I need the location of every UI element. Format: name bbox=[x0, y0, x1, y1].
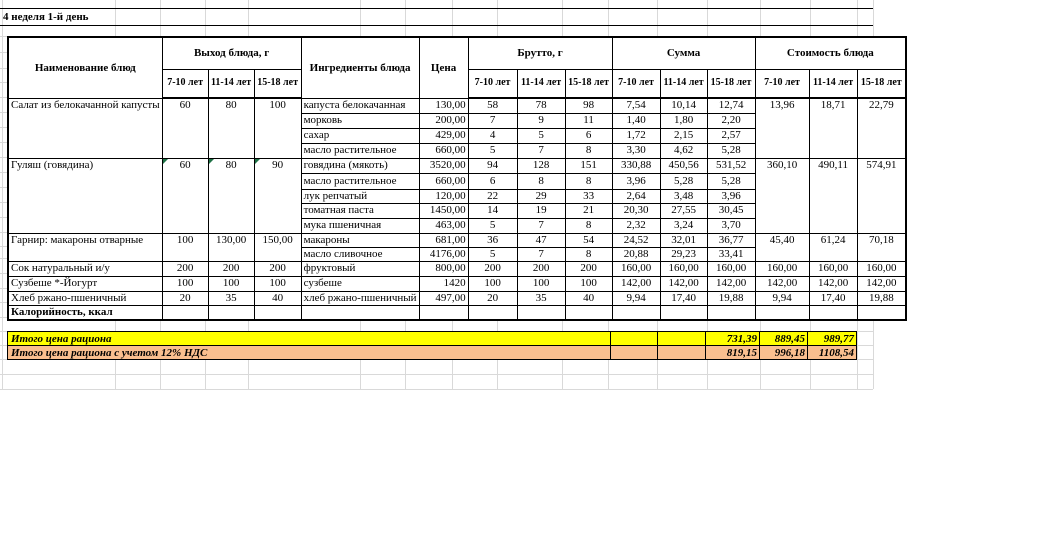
dish-output-cell[interactable]: 100 bbox=[162, 276, 208, 291]
sum-cell[interactable]: 160,00 bbox=[707, 261, 755, 276]
empty-cell[interactable] bbox=[610, 332, 657, 345]
dish-output-cell[interactable]: 200 bbox=[254, 261, 301, 276]
header-ingredients[interactable]: Ингредиенты блюда bbox=[301, 37, 419, 98]
empty-cell[interactable] bbox=[468, 305, 517, 320]
empty-cell[interactable] bbox=[809, 305, 857, 320]
ingredient-price-cell[interactable]: 3520,00 bbox=[419, 158, 468, 173]
gross-cell[interactable]: 4 bbox=[468, 128, 517, 143]
dish-output-cell[interactable]: 80 bbox=[208, 158, 254, 233]
empty-cell[interactable] bbox=[657, 332, 705, 345]
header-age-group[interactable]: 15-18 лет bbox=[857, 69, 906, 98]
dish-name-cell[interactable]: Сок натуральный и/у bbox=[8, 261, 162, 276]
sum-cell[interactable]: 20,88 bbox=[612, 247, 660, 261]
total-row bbox=[7, 345, 857, 360]
sum-cell[interactable]: 160,00 bbox=[660, 261, 707, 276]
total-value-cell[interactable]: 996,18 bbox=[759, 346, 807, 359]
dish-cost-cell[interactable]: 574,91 bbox=[857, 158, 906, 233]
sum-cell[interactable]: 24,52 bbox=[612, 233, 660, 247]
gross-cell[interactable]: 19 bbox=[517, 203, 565, 218]
ingredient-name-cell[interactable]: масло растительное bbox=[301, 143, 419, 158]
empty-cell[interactable] bbox=[301, 305, 419, 320]
dish-cost-cell[interactable]: 142,00 bbox=[809, 276, 857, 291]
ingredient-name-cell[interactable]: говядина (мякоть) bbox=[301, 158, 419, 173]
gross-cell[interactable]: 6 bbox=[565, 128, 612, 143]
sum-cell[interactable]: 3,96 bbox=[612, 173, 660, 189]
gross-cell[interactable]: 11 bbox=[565, 113, 612, 128]
gross-cell[interactable]: 9 bbox=[517, 113, 565, 128]
gross-cell[interactable]: 8 bbox=[517, 173, 565, 189]
gross-cell[interactable]: 35 bbox=[517, 291, 565, 305]
sum-cell[interactable]: 27,55 bbox=[660, 203, 707, 218]
dish-output-cell[interactable]: 80 bbox=[208, 98, 254, 158]
gross-cell[interactable]: 22 bbox=[468, 189, 517, 203]
gross-cell[interactable]: 8 bbox=[565, 247, 612, 261]
gross-cell[interactable]: 20 bbox=[468, 291, 517, 305]
dish-output-cell[interactable]: 130,00 bbox=[208, 233, 254, 261]
header-age-group[interactable]: 7-10 лет bbox=[612, 69, 660, 98]
gross-cell[interactable]: 6 bbox=[468, 173, 517, 189]
header-age-group[interactable]: 11-14 лет bbox=[660, 69, 707, 98]
gross-cell[interactable]: 33 bbox=[565, 189, 612, 203]
ingredient-name-cell[interactable]: масло растительное bbox=[301, 173, 419, 189]
dish-output-cell[interactable]: 60 bbox=[162, 98, 208, 158]
gross-cell[interactable]: 151 bbox=[565, 158, 612, 173]
gross-cell[interactable]: 47 bbox=[517, 233, 565, 247]
empty-cell[interactable] bbox=[208, 305, 254, 320]
ingredient-name-cell[interactable]: капуста белокачанная bbox=[301, 98, 419, 113]
dish-cost-cell[interactable]: 142,00 bbox=[857, 276, 906, 291]
ingredient-price-cell[interactable]: 681,00 bbox=[419, 233, 468, 247]
error-flag-icon bbox=[255, 159, 260, 164]
ingredient-name-cell[interactable]: лук репчатый bbox=[301, 189, 419, 203]
sum-cell[interactable]: 2,15 bbox=[660, 128, 707, 143]
dish-cost-cell[interactable]: 61,24 bbox=[809, 233, 857, 261]
table-header bbox=[8, 37, 906, 98]
gross-cell[interactable]: 8 bbox=[565, 218, 612, 233]
calories-label-cell[interactable]: Калорийность, ккал bbox=[8, 305, 162, 320]
total-label-cell[interactable]: Итого цена рациона с учетом 12% НДС bbox=[11, 347, 208, 359]
total-label-cell[interactable]: Итого цена рациона bbox=[11, 333, 112, 345]
dish-cost-cell[interactable]: 70,18 bbox=[857, 233, 906, 261]
dish-cost-cell[interactable]: 160,00 bbox=[857, 261, 906, 276]
gross-cell[interactable]: 5 bbox=[468, 218, 517, 233]
empty-cell[interactable] bbox=[612, 305, 660, 320]
sum-cell[interactable]: 4,62 bbox=[660, 143, 707, 158]
sum-cell[interactable]: 2,64 bbox=[612, 189, 660, 203]
gross-cell[interactable]: 29 bbox=[517, 189, 565, 203]
ingredient-price-cell[interactable]: 660,00 bbox=[419, 143, 468, 158]
table-body bbox=[8, 98, 906, 320]
week-day-title: 4 неделя 1-й день bbox=[3, 11, 89, 23]
ingredient-name-cell[interactable]: хлеб ржано-пшеничный bbox=[301, 291, 419, 305]
sum-cell[interactable]: 9,94 bbox=[612, 291, 660, 305]
gross-cell[interactable]: 7 bbox=[468, 113, 517, 128]
sum-cell[interactable]: 3,24 bbox=[660, 218, 707, 233]
gross-cell[interactable]: 98 bbox=[565, 98, 612, 113]
ingredient-price-cell[interactable]: 800,00 bbox=[419, 261, 468, 276]
total-row bbox=[7, 331, 857, 346]
error-flag-icon bbox=[209, 159, 214, 164]
ingredient-price-cell[interactable]: 1450,00 bbox=[419, 203, 468, 218]
dish-output-cell[interactable]: 150,00 bbox=[254, 233, 301, 261]
empty-cell[interactable] bbox=[610, 346, 657, 359]
sum-cell[interactable]: 17,40 bbox=[660, 291, 707, 305]
dish-cost-cell[interactable]: 22,79 bbox=[857, 98, 906, 158]
gross-cell[interactable]: 94 bbox=[468, 158, 517, 173]
error-flag-icon bbox=[163, 159, 168, 164]
sum-cell[interactable]: 3,96 bbox=[707, 189, 755, 203]
sum-cell[interactable]: 450,56 bbox=[660, 158, 707, 173]
sum-cell[interactable]: 1,40 bbox=[612, 113, 660, 128]
empty-cell[interactable] bbox=[660, 305, 707, 320]
gross-cell[interactable]: 200 bbox=[565, 261, 612, 276]
ingredient-price-cell[interactable]: 429,00 bbox=[419, 128, 468, 143]
sum-cell[interactable]: 3,30 bbox=[612, 143, 660, 158]
sum-cell[interactable]: 531,52 bbox=[707, 158, 755, 173]
sum-cell[interactable]: 2,57 bbox=[707, 128, 755, 143]
dish-name-cell[interactable]: Сузбеше *-Йогурт bbox=[8, 276, 162, 291]
dish-output-cell[interactable]: 100 bbox=[162, 233, 208, 261]
empty-cell[interactable] bbox=[517, 305, 565, 320]
gross-cell[interactable]: 5 bbox=[468, 247, 517, 261]
ingredient-name-cell[interactable]: масло сливочное bbox=[301, 247, 419, 261]
gross-cell[interactable]: 8 bbox=[565, 173, 612, 189]
header-cost[interactable]: Стоимость блюда bbox=[755, 37, 906, 69]
dish-name-cell[interactable]: Салат из белокачанной капусты bbox=[8, 98, 162, 158]
header-age-group[interactable]: 7-10 лет bbox=[162, 69, 208, 98]
header-dish-name[interactable]: Наименование блюд bbox=[8, 37, 162, 98]
sum-cell[interactable]: 5,28 bbox=[707, 173, 755, 189]
dish-cost-cell[interactable]: 17,40 bbox=[809, 291, 857, 305]
total-value-cell[interactable]: 989,77 bbox=[807, 332, 856, 345]
gross-cell[interactable]: 40 bbox=[565, 291, 612, 305]
dish-name-cell[interactable]: Гуляш (говядина) bbox=[8, 158, 162, 233]
header-age-group[interactable]: 11-14 лет bbox=[208, 69, 254, 98]
gross-cell[interactable]: 7 bbox=[517, 143, 565, 158]
dish-cost-cell[interactable]: 13,96 bbox=[755, 98, 809, 158]
ingredient-price-cell[interactable]: 660,00 bbox=[419, 173, 468, 189]
header-output[interactable]: Выход блюда, г bbox=[162, 37, 301, 69]
ingredient-name-cell[interactable]: сахар bbox=[301, 128, 419, 143]
dish-output-cell[interactable]: 200 bbox=[162, 261, 208, 276]
header-age-group[interactable]: 7-10 лет bbox=[468, 69, 517, 98]
gross-cell[interactable]: 5 bbox=[468, 143, 517, 158]
header-age-group[interactable]: 7-10 лет bbox=[755, 69, 809, 98]
gross-cell[interactable]: 100 bbox=[517, 276, 565, 291]
gross-cell[interactable]: 54 bbox=[565, 233, 612, 247]
header-age-group[interactable]: 11-14 лет bbox=[517, 69, 565, 98]
sum-cell[interactable]: 29,23 bbox=[660, 247, 707, 261]
gross-cell[interactable]: 5 bbox=[517, 128, 565, 143]
dish-cost-cell[interactable]: 9,94 bbox=[755, 291, 809, 305]
sum-cell[interactable]: 32,01 bbox=[660, 233, 707, 247]
sum-cell[interactable]: 5,28 bbox=[660, 173, 707, 189]
gross-cell[interactable]: 128 bbox=[517, 158, 565, 173]
dish-cost-cell[interactable]: 490,11 bbox=[809, 158, 857, 233]
sum-cell[interactable]: 2,20 bbox=[707, 113, 755, 128]
ingredient-name-cell[interactable]: томатная паста bbox=[301, 203, 419, 218]
sum-cell[interactable]: 12,74 bbox=[707, 98, 755, 113]
total-value-cell[interactable]: 731,39 bbox=[705, 332, 759, 345]
dish-cost-cell[interactable]: 45,40 bbox=[755, 233, 809, 261]
dish-output-cell[interactable]: 100 bbox=[254, 98, 301, 158]
sum-cell[interactable]: 3,48 bbox=[660, 189, 707, 203]
ingredient-name-cell[interactable]: фруктовый bbox=[301, 261, 419, 276]
sum-cell[interactable]: 7,54 bbox=[612, 98, 660, 113]
empty-cell[interactable] bbox=[162, 305, 208, 320]
header-age-group[interactable]: 11-14 лет bbox=[809, 69, 857, 98]
ingredient-name-cell[interactable]: мука пшеничная bbox=[301, 218, 419, 233]
gross-cell[interactable]: 8 bbox=[565, 143, 612, 158]
gross-cell[interactable]: 100 bbox=[565, 276, 612, 291]
gross-cell[interactable]: 36 bbox=[468, 233, 517, 247]
sum-cell[interactable]: 36,77 bbox=[707, 233, 755, 247]
empty-cell[interactable] bbox=[419, 305, 468, 320]
empty-cell[interactable] bbox=[707, 305, 755, 320]
gross-cell[interactable]: 21 bbox=[565, 203, 612, 218]
ingredient-price-cell[interactable]: 200,00 bbox=[419, 113, 468, 128]
header-age-group[interactable]: 15-18 лет bbox=[707, 69, 755, 98]
sum-cell[interactable]: 5,28 bbox=[707, 143, 755, 158]
ingredient-price-cell[interactable]: 1420 bbox=[419, 276, 468, 291]
ingredient-name-cell[interactable]: макароны bbox=[301, 233, 419, 247]
dish-output-cell[interactable]: 200 bbox=[208, 261, 254, 276]
dish-name-cell[interactable]: Гарнир: макароны отварные bbox=[8, 233, 162, 261]
total-value-cell[interactable]: 1108,54 bbox=[807, 346, 856, 359]
dish-cost-cell[interactable]: 360,10 bbox=[755, 158, 809, 233]
total-value-cell[interactable]: 819,15 bbox=[705, 346, 759, 359]
header-gross[interactable]: Брутто, г bbox=[468, 37, 612, 69]
empty-cell[interactable] bbox=[657, 346, 705, 359]
dish-name-cell[interactable]: Хлеб ржано-пшеничный bbox=[8, 291, 162, 305]
sum-cell[interactable]: 20,30 bbox=[612, 203, 660, 218]
dish-output-cell[interactable]: 20 bbox=[162, 291, 208, 305]
ingredient-price-cell[interactable]: 130,00 bbox=[419, 98, 468, 113]
sum-cell[interactable]: 3,70 bbox=[707, 218, 755, 233]
dish-cost-cell[interactable]: 142,00 bbox=[755, 276, 809, 291]
sum-cell[interactable]: 10,14 bbox=[660, 98, 707, 113]
empty-cell[interactable] bbox=[254, 305, 301, 320]
ingredient-name-cell[interactable]: морковь bbox=[301, 113, 419, 128]
empty-cell[interactable] bbox=[857, 305, 906, 320]
week-day-title-cell[interactable] bbox=[0, 8, 873, 26]
empty-cell[interactable] bbox=[565, 305, 612, 320]
sum-cell[interactable]: 33,41 bbox=[707, 247, 755, 261]
gross-cell[interactable]: 100 bbox=[468, 276, 517, 291]
dish-cost-cell[interactable]: 160,00 bbox=[755, 261, 809, 276]
dish-cost-cell[interactable]: 19,88 bbox=[857, 291, 906, 305]
sum-cell[interactable]: 330,88 bbox=[612, 158, 660, 173]
gross-cell[interactable]: 7 bbox=[517, 247, 565, 261]
dish-output-cell[interactable]: 40 bbox=[254, 291, 301, 305]
ingredient-price-cell[interactable]: 4176,00 bbox=[419, 247, 468, 261]
ingredient-name-cell[interactable]: сузбеше bbox=[301, 276, 419, 291]
gross-cell[interactable]: 14 bbox=[468, 203, 517, 218]
dish-output-cell[interactable]: 100 bbox=[208, 276, 254, 291]
total-value-cell[interactable]: 889,45 bbox=[759, 332, 807, 345]
sum-cell[interactable]: 19,88 bbox=[707, 291, 755, 305]
gross-cell[interactable]: 200 bbox=[468, 261, 517, 276]
sum-cell[interactable]: 1,80 bbox=[660, 113, 707, 128]
sum-cell[interactable]: 142,00 bbox=[612, 276, 660, 291]
header-age-group[interactable]: 15-18 лет bbox=[565, 69, 612, 98]
gross-cell[interactable]: 200 bbox=[517, 261, 565, 276]
empty-cell[interactable] bbox=[755, 305, 809, 320]
dish-output-cell[interactable]: 90 bbox=[254, 158, 301, 233]
header-price[interactable]: Цена bbox=[419, 37, 468, 98]
sum-cell[interactable]: 142,00 bbox=[707, 276, 755, 291]
header-sum[interactable]: Сумма bbox=[612, 37, 755, 69]
gross-cell[interactable]: 7 bbox=[517, 218, 565, 233]
sum-cell[interactable]: 1,72 bbox=[612, 128, 660, 143]
sum-cell[interactable]: 30,45 bbox=[707, 203, 755, 218]
sum-cell[interactable]: 160,00 bbox=[612, 261, 660, 276]
gross-cell[interactable]: 78 bbox=[517, 98, 565, 113]
ingredient-price-cell[interactable]: 463,00 bbox=[419, 218, 468, 233]
dish-output-cell[interactable]: 60 bbox=[162, 158, 208, 233]
dish-cost-cell[interactable]: 160,00 bbox=[809, 261, 857, 276]
sum-cell[interactable]: 2,32 bbox=[612, 218, 660, 233]
header-age-group[interactable]: 15-18 лет bbox=[254, 69, 301, 98]
dish-output-cell[interactable]: 100 bbox=[254, 276, 301, 291]
dish-output-cell[interactable]: 35 bbox=[208, 291, 254, 305]
menu-table bbox=[7, 36, 907, 321]
gross-cell[interactable]: 58 bbox=[468, 98, 517, 113]
dish-cost-cell[interactable]: 18,71 bbox=[809, 98, 857, 158]
ingredient-price-cell[interactable]: 497,00 bbox=[419, 291, 468, 305]
sum-cell[interactable]: 142,00 bbox=[660, 276, 707, 291]
ingredient-price-cell[interactable]: 120,00 bbox=[419, 189, 468, 203]
